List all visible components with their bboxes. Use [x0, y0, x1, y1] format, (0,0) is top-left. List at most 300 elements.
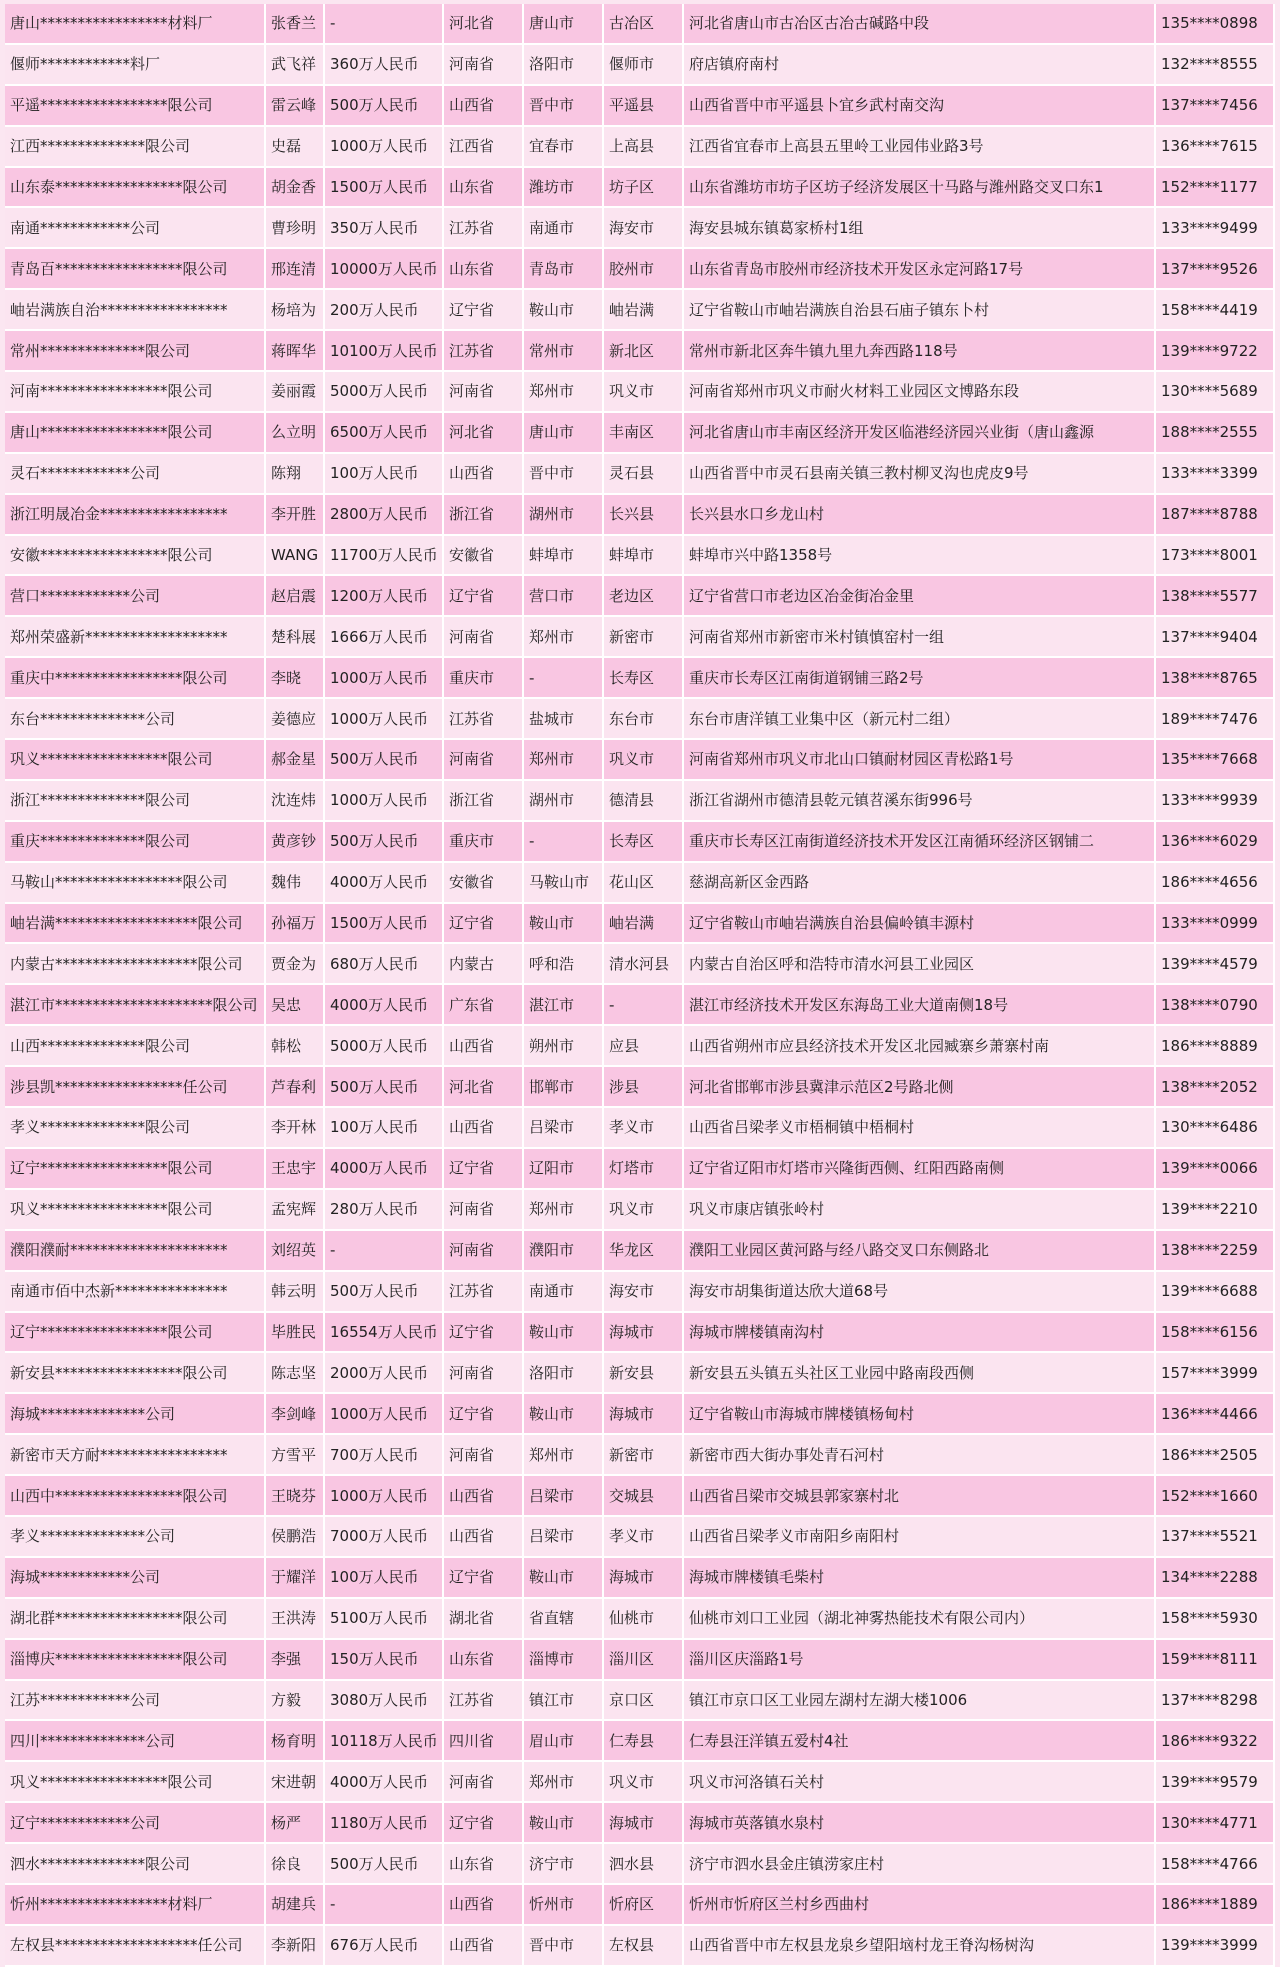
legal-person-cell: 魏伟: [265, 862, 324, 903]
company-name-cell: 孝义**************限公司: [5, 1107, 265, 1148]
city-cell: 忻州市: [523, 1884, 603, 1925]
city-cell: -: [523, 657, 603, 698]
city-cell: 眉山市: [523, 1720, 603, 1761]
phone-cell: 137****8298: [1155, 1680, 1274, 1721]
city-cell: 鞍山市: [523, 1802, 603, 1843]
district-cell: 清水河县: [603, 943, 683, 984]
registered-capital-cell: 676万人民币: [324, 1925, 443, 1966]
registered-capital-cell: 1200万人民币: [324, 575, 443, 616]
province-cell: 湖北省: [443, 1598, 523, 1639]
company-name-cell: 营口************公司: [5, 575, 265, 616]
legal-person-cell: 楚科展: [265, 616, 324, 657]
address-cell: 辽宁省辽阳市灯塔市兴隆街西侧、红阳西路南侧: [683, 1148, 1155, 1189]
table-row: [5, 739, 1274, 780]
address-cell: 辽宁省鞍山市岫岩满族自治县偏岭镇丰源村: [683, 903, 1155, 944]
province-cell: 广东省: [443, 984, 523, 1025]
district-cell: 忻府区: [603, 1884, 683, 1925]
phone-cell: 157****3999: [1155, 1352, 1274, 1393]
province-cell: 河南省: [443, 739, 523, 780]
registered-capital-cell: 500万人民币: [324, 1066, 443, 1107]
company-name-cell: 灵石************公司: [5, 453, 265, 494]
registered-capital-cell: 200万人民币: [324, 289, 443, 330]
city-cell: 唐山市: [523, 4, 603, 44]
legal-person-cell: 于耀洋: [265, 1557, 324, 1598]
address-cell: 辽宁省鞍山市海城市牌楼镇杨甸村: [683, 1393, 1155, 1434]
phone-cell: 133****9499: [1155, 207, 1274, 248]
district-cell: 灯塔市: [603, 1148, 683, 1189]
province-cell: 辽宁省: [443, 1393, 523, 1434]
province-cell: 辽宁省: [443, 903, 523, 944]
table-row: [5, 780, 1274, 821]
province-cell: 山西省: [443, 1025, 523, 1066]
city-cell: 唐山市: [523, 412, 603, 453]
district-cell: 巩义市: [603, 371, 683, 412]
registered-capital-cell: 7000万人民币: [324, 1516, 443, 1557]
district-cell: 新密市: [603, 616, 683, 657]
address-cell: 海城市牌楼镇毛柴村: [683, 1557, 1155, 1598]
district-cell: 胶州市: [603, 248, 683, 289]
table-row: [5, 330, 1274, 371]
registered-capital-cell: 1000万人民币: [324, 698, 443, 739]
table-row: [5, 821, 1274, 862]
province-cell: 浙江省: [443, 494, 523, 535]
legal-person-cell: 杨严: [265, 1802, 324, 1843]
city-cell: 辽阳市: [523, 1148, 603, 1189]
address-cell: 巩义市河洛镇石关村: [683, 1761, 1155, 1802]
city-cell: 常州市: [523, 330, 603, 371]
company-name-cell: 湛江市*********************限公司: [5, 984, 265, 1025]
phone-cell: 139****9722: [1155, 330, 1274, 371]
legal-person-cell: 孟宪辉: [265, 1189, 324, 1230]
city-cell: 晋中市: [523, 453, 603, 494]
table-row: [5, 1189, 1274, 1230]
district-cell: 海城市: [603, 1802, 683, 1843]
table-row: [5, 1843, 1274, 1884]
registered-capital-cell: 350万人民币: [324, 207, 443, 248]
table-row: [5, 1475, 1274, 1516]
address-cell: 内蒙古自治区呼和浩特市清水河县工业园区: [683, 943, 1155, 984]
company-name-cell: 江西**************限公司: [5, 126, 265, 167]
table-row: [5, 1066, 1274, 1107]
legal-person-cell: 邢连清: [265, 248, 324, 289]
city-cell: 洛阳市: [523, 44, 603, 85]
company-name-cell: 青岛百*****************限公司: [5, 248, 265, 289]
phone-cell: 186****8889: [1155, 1025, 1274, 1066]
city-cell: 吕梁市: [523, 1475, 603, 1516]
company-name-cell: 泗水**************限公司: [5, 1843, 265, 1884]
company-table-body: [5, 4, 1274, 1966]
table-row: [5, 453, 1274, 494]
district-cell: 巩义市: [603, 739, 683, 780]
district-cell: 华龙区: [603, 1230, 683, 1271]
address-cell: 重庆市长寿区江南街道钢铺三路2号: [683, 657, 1155, 698]
phone-cell: 137****7456: [1155, 85, 1274, 126]
city-cell: 镇江市: [523, 1680, 603, 1721]
phone-cell: 158****6156: [1155, 1312, 1274, 1353]
company-name-cell: 辽宁*****************限公司: [5, 1148, 265, 1189]
address-cell: 济宁市泗水县金庄镇涝家庄村: [683, 1843, 1155, 1884]
company-name-cell: 东台**************公司: [5, 698, 265, 739]
phone-cell: 137****9404: [1155, 616, 1274, 657]
legal-person-cell: 武飞祥: [265, 44, 324, 85]
company-name-cell: 岫岩满族自治*****************: [5, 289, 265, 330]
district-cell: 古冶区: [603, 4, 683, 44]
legal-person-cell: 韩松: [265, 1025, 324, 1066]
address-cell: 淄川区庆淄路1号: [683, 1639, 1155, 1680]
province-cell: 浙江省: [443, 780, 523, 821]
province-cell: 山东省: [443, 248, 523, 289]
company-name-cell: 郑州荣盛新*******************: [5, 616, 265, 657]
table-row: [5, 4, 1274, 44]
registered-capital-cell: -: [324, 1884, 443, 1925]
address-cell: 山东省潍坊市坊子区坊子经济发展区十马路与潍州路交叉口东1: [683, 167, 1155, 208]
table-row: [5, 248, 1274, 289]
registered-capital-cell: 1000万人民币: [324, 780, 443, 821]
phone-cell: 138****8765: [1155, 657, 1274, 698]
company-name-cell: 左权县*******************任公司: [5, 1925, 265, 1966]
legal-person-cell: 张香兰: [265, 4, 324, 44]
company-name-cell: 南通************公司: [5, 207, 265, 248]
registered-capital-cell: 1000万人民币: [324, 1393, 443, 1434]
address-cell: 镇江市京口区工业园左湖村左湖大楼1006: [683, 1680, 1155, 1721]
district-cell: 左权县: [603, 1925, 683, 1966]
city-cell: 吕梁市: [523, 1107, 603, 1148]
legal-person-cell: 方雪平: [265, 1434, 324, 1475]
address-cell: 海安市胡集街道达欣大道68号: [683, 1271, 1155, 1312]
legal-person-cell: 黄彦钞: [265, 821, 324, 862]
district-cell: 新安县: [603, 1352, 683, 1393]
table-row: [5, 1884, 1274, 1925]
table-row: [5, 1434, 1274, 1475]
legal-person-cell: 李剑峰: [265, 1393, 324, 1434]
district-cell: 长兴县: [603, 494, 683, 535]
registered-capital-cell: 500万人民币: [324, 85, 443, 126]
table-row: [5, 1393, 1274, 1434]
district-cell: 应县: [603, 1025, 683, 1066]
province-cell: 山东省: [443, 1639, 523, 1680]
table-row: [5, 1271, 1274, 1312]
company-name-cell: 巩义*****************限公司: [5, 1761, 265, 1802]
phone-cell: 139****4579: [1155, 943, 1274, 984]
phone-cell: 139****0066: [1155, 1148, 1274, 1189]
table-row: [5, 1598, 1274, 1639]
district-cell: 灵石县: [603, 453, 683, 494]
province-cell: 山西省: [443, 1925, 523, 1966]
province-cell: 山西省: [443, 85, 523, 126]
legal-person-cell: 赵启震: [265, 575, 324, 616]
phone-cell: 137****9526: [1155, 248, 1274, 289]
district-cell: 巩义市: [603, 1761, 683, 1802]
district-cell: 丰南区: [603, 412, 683, 453]
company-name-cell: 山西**************限公司: [5, 1025, 265, 1066]
district-cell: 仙桃市: [603, 1598, 683, 1639]
phone-cell: 135****0898: [1155, 4, 1274, 44]
address-cell: 河南省郑州市新密市米村镇慎窑村一组: [683, 616, 1155, 657]
registered-capital-cell: 2000万人民币: [324, 1352, 443, 1393]
table-row: [5, 943, 1274, 984]
table-row: [5, 494, 1274, 535]
table-row: [5, 862, 1274, 903]
registered-capital-cell: 700万人民币: [324, 1434, 443, 1475]
company-name-cell: 孝义**************公司: [5, 1516, 265, 1557]
city-cell: 鞍山市: [523, 1393, 603, 1434]
district-cell: 交城县: [603, 1475, 683, 1516]
table-row: [5, 1557, 1274, 1598]
company-name-cell: 新密市天方耐*****************: [5, 1434, 265, 1475]
district-cell: 岫岩满: [603, 289, 683, 330]
province-cell: 安徽省: [443, 862, 523, 903]
address-cell: 山西省吕梁孝义市南阳乡南阳村: [683, 1516, 1155, 1557]
province-cell: 辽宁省: [443, 289, 523, 330]
table-row: [5, 126, 1274, 167]
company-name-cell: 山西中*****************限公司: [5, 1475, 265, 1516]
phone-cell: 139****6688: [1155, 1271, 1274, 1312]
province-cell: 江苏省: [443, 207, 523, 248]
city-cell: 晋中市: [523, 85, 603, 126]
city-cell: 南通市: [523, 207, 603, 248]
district-cell: 海城市: [603, 1557, 683, 1598]
table-row: [5, 1720, 1274, 1761]
province-cell: 河南省: [443, 371, 523, 412]
province-cell: 江苏省: [443, 1680, 523, 1721]
legal-person-cell: 陈翔: [265, 453, 324, 494]
address-cell: 海城市牌楼镇南沟村: [683, 1312, 1155, 1353]
city-cell: 邯郸市: [523, 1066, 603, 1107]
registered-capital-cell: 1000万人民币: [324, 126, 443, 167]
registered-capital-cell: 360万人民币: [324, 44, 443, 85]
address-cell: 湛江市经济技术开发区东海岛工业大道南侧18号: [683, 984, 1155, 1025]
registered-capital-cell: 100万人民币: [324, 453, 443, 494]
district-cell: 长寿区: [603, 657, 683, 698]
address-cell: 常州市新北区奔牛镇九里九奔西路118号: [683, 330, 1155, 371]
address-cell: 海城市英落镇水泉村: [683, 1802, 1155, 1843]
phone-cell: 133****9939: [1155, 780, 1274, 821]
legal-person-cell: 姜德应: [265, 698, 324, 739]
company-name-cell: 巩义*****************限公司: [5, 739, 265, 780]
phone-cell: 187****8788: [1155, 494, 1274, 535]
phone-cell: 136****7615: [1155, 126, 1274, 167]
registered-capital-cell: 4000万人民币: [324, 984, 443, 1025]
address-cell: 忻州市忻府区兰村乡西曲村: [683, 1884, 1155, 1925]
registered-capital-cell: 500万人民币: [324, 1843, 443, 1884]
company-name-cell: 辽宁*****************限公司: [5, 1312, 265, 1353]
registered-capital-cell: 11700万人民币: [324, 535, 443, 576]
district-cell: 岫岩满: [603, 903, 683, 944]
province-cell: 辽宁省: [443, 1312, 523, 1353]
city-cell: 郑州市: [523, 1434, 603, 1475]
registered-capital-cell: 5000万人民币: [324, 371, 443, 412]
district-cell: 仁寿县: [603, 1720, 683, 1761]
legal-person-cell: 曹珍明: [265, 207, 324, 248]
district-cell: 海城市: [603, 1393, 683, 1434]
phone-cell: 186****1889: [1155, 1884, 1274, 1925]
district-cell: 东台市: [603, 698, 683, 739]
registered-capital-cell: 5000万人民币: [324, 1025, 443, 1066]
table-row: [5, 984, 1274, 1025]
legal-person-cell: 吴忠: [265, 984, 324, 1025]
province-cell: 江苏省: [443, 1271, 523, 1312]
province-cell: 辽宁省: [443, 1148, 523, 1189]
legal-person-cell: 李开林: [265, 1107, 324, 1148]
legal-person-cell: 李强: [265, 1639, 324, 1680]
company-name-cell: 忻州*****************材料厂: [5, 1884, 265, 1925]
city-cell: 晋中市: [523, 1925, 603, 1966]
province-cell: 山东省: [443, 1843, 523, 1884]
phone-cell: 158****5930: [1155, 1598, 1274, 1639]
table-row: [5, 575, 1274, 616]
table-row: [5, 1680, 1274, 1721]
address-cell: 江西省宜春市上高县五里岭工业园伟业路3号: [683, 126, 1155, 167]
province-cell: 辽宁省: [443, 575, 523, 616]
district-cell: 淄川区: [603, 1639, 683, 1680]
district-cell: 长寿区: [603, 821, 683, 862]
company-name-cell: 涉县凯*****************任公司: [5, 1066, 265, 1107]
phone-cell: 139****3999: [1155, 1925, 1274, 1966]
table-row: [5, 1352, 1274, 1393]
phone-cell: 138****5577: [1155, 575, 1274, 616]
legal-person-cell: 沈连炜: [265, 780, 324, 821]
company-name-cell: 常州**************限公司: [5, 330, 265, 371]
company-name-cell: 江苏************公司: [5, 1680, 265, 1721]
phone-cell: 133****0999: [1155, 903, 1274, 944]
city-cell: 洛阳市: [523, 1352, 603, 1393]
district-cell: 孝义市: [603, 1107, 683, 1148]
registered-capital-cell: 10000万人民币: [324, 248, 443, 289]
legal-person-cell: 侯鹏浩: [265, 1516, 324, 1557]
city-cell: 青岛市: [523, 248, 603, 289]
registered-capital-cell: 3080万人民币: [324, 1680, 443, 1721]
city-cell: 湛江市: [523, 984, 603, 1025]
province-cell: 重庆市: [443, 657, 523, 698]
address-cell: 巩义市康店镇张岭村: [683, 1189, 1155, 1230]
address-cell: 山西省晋中市灵石县南关镇三教村柳叉沟也虎皮9号: [683, 453, 1155, 494]
address-cell: 长兴县水口乡龙山村: [683, 494, 1155, 535]
address-cell: 河北省唐山市丰南区经济开发区临港经济园兴业街（唐山鑫源: [683, 412, 1155, 453]
province-cell: 辽宁省: [443, 1802, 523, 1843]
registered-capital-cell: 4000万人民币: [324, 862, 443, 903]
province-cell: 河南省: [443, 1434, 523, 1475]
legal-person-cell: 韩云明: [265, 1271, 324, 1312]
city-cell: 湖州市: [523, 494, 603, 535]
district-cell: 泗水县: [603, 1843, 683, 1884]
address-cell: 蚌埠市兴中路1358号: [683, 535, 1155, 576]
phone-cell: 138****2259: [1155, 1230, 1274, 1271]
registered-capital-cell: 500万人民币: [324, 1271, 443, 1312]
company-name-cell: 巩义*****************限公司: [5, 1189, 265, 1230]
address-cell: 山西省朔州市应县经济技术开发区北园臧寨乡萧寨村南: [683, 1025, 1155, 1066]
address-cell: 河南省郑州市巩义市北山口镇耐材园区青松路1号: [683, 739, 1155, 780]
district-cell: 巩义市: [603, 1189, 683, 1230]
legal-person-cell: 方毅: [265, 1680, 324, 1721]
address-cell: 山东省青岛市胶州市经济技术开发区永定河路17号: [683, 248, 1155, 289]
registered-capital-cell: 100万人民币: [324, 1557, 443, 1598]
company-name-cell: 岫岩满*******************限公司: [5, 903, 265, 944]
district-cell: 涉县: [603, 1066, 683, 1107]
company-name-cell: 浙江**************限公司: [5, 780, 265, 821]
province-cell: 山西省: [443, 1475, 523, 1516]
company-name-cell: 重庆中*****************限公司: [5, 657, 265, 698]
phone-cell: 189****7476: [1155, 698, 1274, 739]
table-row: [5, 1639, 1274, 1680]
city-cell: 蚌埠市: [523, 535, 603, 576]
table-row: [5, 698, 1274, 739]
phone-cell: 130****6486: [1155, 1107, 1274, 1148]
table-row: [5, 167, 1274, 208]
province-cell: 河北省: [443, 4, 523, 44]
province-cell: 江西省: [443, 126, 523, 167]
table-row: [5, 1107, 1274, 1148]
table-row: [5, 85, 1274, 126]
registered-capital-cell: 1666万人民币: [324, 616, 443, 657]
city-cell: 湖州市: [523, 780, 603, 821]
legal-person-cell: WANG: [265, 535, 324, 576]
city-cell: 马鞍山市: [523, 862, 603, 903]
phone-cell: 139****9579: [1155, 1761, 1274, 1802]
district-cell: 坊子区: [603, 167, 683, 208]
table-row: [5, 1802, 1274, 1843]
province-cell: 河北省: [443, 1066, 523, 1107]
city-cell: 濮阳市: [523, 1230, 603, 1271]
registered-capital-cell: 5100万人民币: [324, 1598, 443, 1639]
district-cell: 海安市: [603, 207, 683, 248]
registered-capital-cell: 1500万人民币: [324, 903, 443, 944]
address-cell: 海安县城东镇葛家桥村1组: [683, 207, 1155, 248]
company-name-cell: 山东泰*****************限公司: [5, 167, 265, 208]
phone-cell: 136****4466: [1155, 1393, 1274, 1434]
province-cell: 河南省: [443, 1189, 523, 1230]
province-cell: 河南省: [443, 1230, 523, 1271]
registered-capital-cell: 680万人民币: [324, 943, 443, 984]
phone-cell: 186****9322: [1155, 1720, 1274, 1761]
legal-person-cell: 刘绍英: [265, 1230, 324, 1271]
table-row: [5, 1925, 1274, 1966]
district-cell: 海安市: [603, 1271, 683, 1312]
address-cell: 东台市唐洋镇工业集中区（新元村二组）: [683, 698, 1155, 739]
registered-capital-cell: 1500万人民币: [324, 167, 443, 208]
city-cell: 淄博市: [523, 1639, 603, 1680]
registered-capital-cell: -: [324, 4, 443, 44]
province-cell: 山西省: [443, 1884, 523, 1925]
legal-person-cell: 芦春利: [265, 1066, 324, 1107]
district-cell: 平遥县: [603, 85, 683, 126]
legal-person-cell: 孙福万: [265, 903, 324, 944]
city-cell: 呼和浩: [523, 943, 603, 984]
address-cell: 仙桃市刘口工业园（湖北神雾热能技术有限公司内）: [683, 1598, 1155, 1639]
company-name-cell: 河南*****************限公司: [5, 371, 265, 412]
province-cell: 安徽省: [443, 535, 523, 576]
phone-cell: 152****1660: [1155, 1475, 1274, 1516]
city-cell: 营口市: [523, 575, 603, 616]
company-name-cell: 平遥*****************限公司: [5, 85, 265, 126]
phone-cell: 186****4656: [1155, 862, 1274, 903]
address-cell: 河北省唐山市古冶区古冶古碱路中段: [683, 4, 1155, 44]
legal-person-cell: 王忠宇: [265, 1148, 324, 1189]
city-cell: 鞍山市: [523, 289, 603, 330]
registered-capital-cell: 100万人民币: [324, 1107, 443, 1148]
phone-cell: 132****8555: [1155, 44, 1274, 85]
legal-person-cell: 郝金星: [265, 739, 324, 780]
city-cell: 济宁市: [523, 1843, 603, 1884]
company-name-cell: 唐山*****************材料厂: [5, 4, 265, 44]
district-cell: 花山区: [603, 862, 683, 903]
city-cell: 朔州市: [523, 1025, 603, 1066]
company-name-cell: 重庆**************限公司: [5, 821, 265, 862]
district-cell: 德清县: [603, 780, 683, 821]
province-cell: 重庆市: [443, 821, 523, 862]
company-name-cell: 海城**************公司: [5, 1393, 265, 1434]
phone-cell: 134****2288: [1155, 1557, 1274, 1598]
province-cell: 江苏省: [443, 330, 523, 371]
